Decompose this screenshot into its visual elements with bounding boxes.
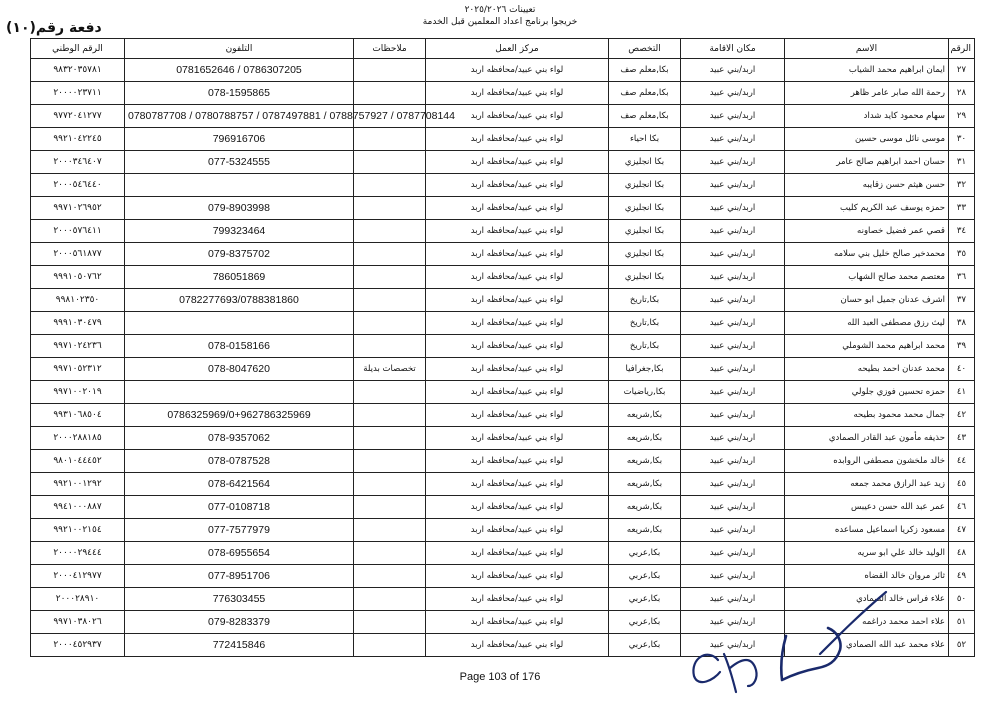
cell-spec: بكا,رياضيات xyxy=(609,381,681,404)
cell-phone: 0782277693/0788381860 xyxy=(125,289,354,312)
cell-name: زيد عبد الرازق محمد جمعه xyxy=(785,473,949,496)
cell-spec: بكا,تاريخ xyxy=(609,289,681,312)
cell-spec: بكا,جغرافيا xyxy=(609,358,681,381)
cell-nid: ٢٠٠٠٢٨٨١٨٥ xyxy=(31,427,125,450)
cell-note xyxy=(354,220,426,243)
cell-nid: ٩٩٢١٠٠٢١٥٤ xyxy=(31,519,125,542)
cell-note xyxy=(354,473,426,496)
cell-nid: ٩٧٧٢٠٤١٢٧٧ xyxy=(31,105,125,128)
cell-name: حسن هيثم حسن زقايبه xyxy=(785,174,949,197)
cell-spec: بكا,عربي xyxy=(609,588,681,611)
cell-name: علاء محمد عبد الله الصمادي xyxy=(785,634,949,657)
cell-nid: ٢٠٠٠٢٨٩١٠ xyxy=(31,588,125,611)
cell-phone: 077-0108718 xyxy=(125,496,354,519)
cell-res: اربد/بني عبيد xyxy=(681,588,785,611)
cell-nid: ٩٩٤١٠٠٠٨٨٧ xyxy=(31,496,125,519)
cell-work: لواء بني عبيد/محافظه اربد xyxy=(426,611,609,634)
cell-phone: 772415846 xyxy=(125,634,354,657)
cell-name: سهام محمود كايد شداد xyxy=(785,105,949,128)
cell-name: حمزه تحسين فوزي جلولي xyxy=(785,381,949,404)
table-row xyxy=(31,197,975,220)
cell-res: اربد/بني عبيد xyxy=(681,105,785,128)
cell-note xyxy=(354,588,426,611)
cell-name: اشرف عدنان جميل ابو حسان xyxy=(785,289,949,312)
cell-note xyxy=(354,634,426,657)
table-row xyxy=(31,473,975,496)
cell-num: ٤٥ xyxy=(949,473,975,496)
cell-spec: بكا انجليزي xyxy=(609,220,681,243)
table-row xyxy=(31,220,975,243)
cell-phone xyxy=(125,381,354,404)
cell-note xyxy=(354,128,426,151)
cell-res: اربد/بني عبيد xyxy=(681,565,785,588)
cell-phone xyxy=(125,312,354,335)
cell-name: حمزه يوسف عبد الكريم كليب xyxy=(785,197,949,220)
cell-phone: 078-0158166 xyxy=(125,335,354,358)
cell-num: ٣٠ xyxy=(949,128,975,151)
cell-nid: ٩٩٨١٠٢٣٥٠ xyxy=(31,289,125,312)
column-header: التخصص xyxy=(609,39,681,59)
cell-phone xyxy=(125,174,354,197)
cell-name: قصي عمر فضيل خصاونه xyxy=(785,220,949,243)
cell-spec: بكا,شريعه xyxy=(609,427,681,450)
cell-nid: ٢٠٠٠٣٤٦٤٠٧ xyxy=(31,151,125,174)
cell-num: ٢٩ xyxy=(949,105,975,128)
header-title: تعيينات ٢٠٢٥/٢٠٢٦ xyxy=(464,5,536,15)
cell-name: حسان احمد ابراهيم صالح عامر xyxy=(785,151,949,174)
table-row xyxy=(31,128,975,151)
cell-nid: ٩٩٩١٠٥٠٧٦٢ xyxy=(31,266,125,289)
cell-note xyxy=(354,496,426,519)
table-row xyxy=(31,82,975,105)
cell-name: جمال محمد محمود بطيحه xyxy=(785,404,949,427)
cell-num: ٤٧ xyxy=(949,519,975,542)
cell-nid: ٩٩٢١٠٤٢٢٤٥ xyxy=(31,128,125,151)
cell-note xyxy=(354,174,426,197)
cell-note xyxy=(354,82,426,105)
cell-num: ٤٣ xyxy=(949,427,975,450)
cell-num: ٣٥ xyxy=(949,243,975,266)
table-row xyxy=(31,358,975,381)
cell-phone: 078-9357062 xyxy=(125,427,354,450)
cell-work: لواء بني عبيد/محافظه اربد xyxy=(426,588,609,611)
document-header xyxy=(0,4,1000,28)
cell-res: اربد/بني عبيد xyxy=(681,82,785,105)
cell-phone: 078-8047620 xyxy=(125,358,354,381)
cell-note xyxy=(354,427,426,450)
cell-spec: بكا,معلم صف xyxy=(609,59,681,82)
cell-note xyxy=(354,611,426,634)
batch-label: دفعة رقم(١٠) xyxy=(6,20,102,36)
cell-spec: بكا,شريعه xyxy=(609,519,681,542)
cell-nid: ٩٩٣١٠٦٨٥٠٤ xyxy=(31,404,125,427)
cell-res: اربد/بني عبيد xyxy=(681,266,785,289)
cell-phone: 0781652646 / 0786307205 xyxy=(125,59,354,82)
cell-num: ٤٢ xyxy=(949,404,975,427)
cell-work: لواء بني عبيد/محافظه اربد xyxy=(426,220,609,243)
column-header: مركز العمل xyxy=(426,39,609,59)
cell-work: لواء بني عبيد/محافظه اربد xyxy=(426,565,609,588)
cell-nid: ٩٩٧١٠٢٤٢٣٦ xyxy=(31,335,125,358)
cell-num: ٣٢ xyxy=(949,174,975,197)
cell-name: محمد عدنان احمد بطيحه xyxy=(785,358,949,381)
cell-name: حذيفه مأمون عبد القادر الصمادي xyxy=(785,427,949,450)
cell-res: اربد/بني عبيد xyxy=(681,611,785,634)
appointments-table xyxy=(30,38,975,657)
cell-work: لواء بني عبيد/محافظه اربد xyxy=(426,289,609,312)
cell-name: محمد ابراهيم محمد الشوملي xyxy=(785,335,949,358)
cell-work: لواء بني عبيد/محافظه اربد xyxy=(426,197,609,220)
table-row xyxy=(31,427,975,450)
cell-note xyxy=(354,404,426,427)
cell-phone: 0780787708 / 0780788757 / 0787497881 / 0788757927 / 0787708144 xyxy=(125,105,354,128)
cell-name: خالد ملخشون مصطفى الروابده xyxy=(785,450,949,473)
cell-num: ٤٤ xyxy=(949,450,975,473)
cell-work: لواء بني عبيد/محافظه اربد xyxy=(426,266,609,289)
cell-spec: بكا,شريعه xyxy=(609,404,681,427)
cell-num: ٣٣ xyxy=(949,197,975,220)
cell-res: اربد/بني عبيد xyxy=(681,427,785,450)
cell-name: معتصم محمد صالح الشهاب xyxy=(785,266,949,289)
cell-res: اربد/بني عبيد xyxy=(681,151,785,174)
cell-work: لواء بني عبيد/محافظه اربد xyxy=(426,59,609,82)
table-header-row xyxy=(31,39,975,59)
table-body xyxy=(31,59,975,657)
cell-nid: ٩٨٣٢٠٣٥٧٨١ xyxy=(31,59,125,82)
column-header: الرقم الوطني xyxy=(31,39,125,59)
cell-res: اربد/بني عبيد xyxy=(681,59,785,82)
cell-spec: بكا انجليزي xyxy=(609,197,681,220)
page-number: Page 103 of 176 xyxy=(459,671,541,683)
cell-phone: 796916706 xyxy=(125,128,354,151)
column-header: مكان الاقامة xyxy=(681,39,785,59)
cell-phone: 0786325969/0+962786325969 xyxy=(125,404,354,427)
cell-work: لواء بني عبيد/محافظه اربد xyxy=(426,151,609,174)
cell-work: لواء بني عبيد/محافظه اربد xyxy=(426,496,609,519)
cell-work: لواء بني عبيد/محافظه اربد xyxy=(426,312,609,335)
cell-spec: بكا انجليزي xyxy=(609,174,681,197)
cell-phone: 077-5324555 xyxy=(125,151,354,174)
cell-spec: بكا,شريعه xyxy=(609,450,681,473)
cell-work: لواء بني عبيد/محافظه اربد xyxy=(426,542,609,565)
cell-res: اربد/بني عبيد xyxy=(681,542,785,565)
column-header: التلفون xyxy=(125,39,354,59)
cell-res: اربد/بني عبيد xyxy=(681,519,785,542)
table-row xyxy=(31,59,975,82)
cell-work: لواء بني عبيد/محافظه اربد xyxy=(426,128,609,151)
cell-num: ٥٢ xyxy=(949,634,975,657)
cell-phone: 077-8951706 xyxy=(125,565,354,588)
cell-work: لواء بني عبيد/محافظه اربد xyxy=(426,450,609,473)
cell-phone: 776303455 xyxy=(125,588,354,611)
cell-spec: بكا,شريعه xyxy=(609,473,681,496)
cell-phone: 077-7577979 xyxy=(125,519,354,542)
cell-phone: 079-8375702 xyxy=(125,243,354,266)
cell-note xyxy=(354,151,426,174)
table-row xyxy=(31,496,975,519)
cell-note xyxy=(354,59,426,82)
cell-spec: بكا انجليزي xyxy=(609,151,681,174)
cell-res: اربد/بني عبيد xyxy=(681,197,785,220)
cell-num: ٤٩ xyxy=(949,565,975,588)
cell-name: ايمان ابراهيم محمد الشياب xyxy=(785,59,949,82)
cell-num: ٢٨ xyxy=(949,82,975,105)
cell-work: لواء بني عبيد/محافظه اربد xyxy=(426,335,609,358)
cell-note xyxy=(354,519,426,542)
cell-work: لواء بني عبيد/محافظه اربد xyxy=(426,82,609,105)
cell-res: اربد/بني عبيد xyxy=(681,128,785,151)
table-row xyxy=(31,381,975,404)
table-row xyxy=(31,289,975,312)
cell-name: علاء فراس خالد الصمادي xyxy=(785,588,949,611)
column-header: ملاحظات xyxy=(354,39,426,59)
cell-note xyxy=(354,266,426,289)
cell-spec: بكا,عربي xyxy=(609,611,681,634)
cell-num: ٤٠ xyxy=(949,358,975,381)
cell-note xyxy=(354,381,426,404)
cell-phone: 079-8903998 xyxy=(125,197,354,220)
cell-note xyxy=(354,542,426,565)
cell-res: اربد/بني عبيد xyxy=(681,289,785,312)
cell-note xyxy=(354,565,426,588)
cell-nid: ٢٠٠٠٤٥٢٩٣٧ xyxy=(31,634,125,657)
table-row xyxy=(31,450,975,473)
header-subtitle: خريجوا برنامج اعداد المعلمين قبل الخدمة xyxy=(422,17,578,27)
cell-num: ٣٨ xyxy=(949,312,975,335)
cell-name: ثائر مروان خالد القضاه xyxy=(785,565,949,588)
cell-spec: بكا احياء xyxy=(609,128,681,151)
cell-work: لواء بني عبيد/محافظه اربد xyxy=(426,358,609,381)
cell-spec: بكا,شريعه xyxy=(609,496,681,519)
column-header: الرقم xyxy=(949,39,975,59)
cell-nid: ٢٠٠٠٤١٢٩٧٧ xyxy=(31,565,125,588)
cell-work: لواء بني عبيد/محافظه اربد xyxy=(426,519,609,542)
cell-num: ٣١ xyxy=(949,151,975,174)
cell-nid: ٩٨٠١٠٤٤٤٥٢ xyxy=(31,450,125,473)
table-row xyxy=(31,335,975,358)
cell-name: الوليد خالد علي ابو سريه xyxy=(785,542,949,565)
cell-num: ٣٧ xyxy=(949,289,975,312)
cell-note: تخصصات بديلة xyxy=(354,358,426,381)
cell-note xyxy=(354,289,426,312)
cell-res: اربد/بني عبيد xyxy=(681,358,785,381)
cell-note xyxy=(354,197,426,220)
cell-phone: 078-0787528 xyxy=(125,450,354,473)
cell-work: لواء بني عبيد/محافظه اربد xyxy=(426,404,609,427)
cell-res: اربد/بني عبيد xyxy=(681,312,785,335)
cell-name: مسعود زكريا اسماعيل مساعده xyxy=(785,519,949,542)
cell-work: لواء بني عبيد/محافظه اربد xyxy=(426,473,609,496)
cell-note xyxy=(354,312,426,335)
cell-res: اربد/بني عبيد xyxy=(681,634,785,657)
cell-num: ٤٦ xyxy=(949,496,975,519)
cell-res: اربد/بني عبيد xyxy=(681,220,785,243)
table-row xyxy=(31,266,975,289)
cell-note xyxy=(354,335,426,358)
cell-work: لواء بني عبيد/محافظه اربد xyxy=(426,427,609,450)
cell-spec: بكا,تاريخ xyxy=(609,335,681,358)
cell-work: لواء بني عبيد/محافظه اربد xyxy=(426,174,609,197)
cell-spec: بكا,عربي xyxy=(609,565,681,588)
cell-phone: 078-1595865 xyxy=(125,82,354,105)
table-row xyxy=(31,404,975,427)
cell-phone: 079-8283379 xyxy=(125,611,354,634)
cell-work: لواء بني عبيد/محافظه اربد xyxy=(426,105,609,128)
table-row xyxy=(31,542,975,565)
signature-image xyxy=(690,588,890,698)
table-row xyxy=(31,519,975,542)
cell-num: ٥١ xyxy=(949,611,975,634)
cell-spec: بكا,تاريخ xyxy=(609,312,681,335)
cell-work: لواء بني عبيد/محافظه اربد xyxy=(426,634,609,657)
cell-name: عمر عبد الله حسن دعيبس xyxy=(785,496,949,519)
cell-spec: بكا,عربي xyxy=(609,634,681,657)
cell-num: ٢٧ xyxy=(949,59,975,82)
cell-work: لواء بني عبيد/محافظه اربد xyxy=(426,243,609,266)
cell-nid: ٢٠٠٠٥٦١٨٧٧ xyxy=(31,243,125,266)
table-row xyxy=(31,312,975,335)
cell-num: ٣٤ xyxy=(949,220,975,243)
cell-nid: ٢٠٠٠٠٢٣٧١١ xyxy=(31,82,125,105)
table-row xyxy=(31,105,975,128)
cell-spec: بكا انجليزي xyxy=(609,266,681,289)
cell-work: لواء بني عبيد/محافظه اربد xyxy=(426,381,609,404)
cell-nid: ٢٠٠٠٥٧٦٤١١ xyxy=(31,220,125,243)
table-row xyxy=(31,151,975,174)
cell-res: اربد/بني عبيد xyxy=(681,381,785,404)
cell-phone: 078-6421564 xyxy=(125,473,354,496)
cell-spec: بكا,عربي xyxy=(609,542,681,565)
cell-res: اربد/بني عبيد xyxy=(681,174,785,197)
cell-nid: ٩٩٧١٠٥٢٣١٢ xyxy=(31,358,125,381)
cell-nid: ٢٠٠٠٥٤٦٤٤٠ xyxy=(31,174,125,197)
cell-phone: 786051869 xyxy=(125,266,354,289)
cell-nid: ٩٩٩١٠٣٠٤٧٩ xyxy=(31,312,125,335)
cell-nid: ٩٩٧١٠٣٨٠٢٦ xyxy=(31,611,125,634)
cell-res: اربد/بني عبيد xyxy=(681,496,785,519)
cell-note xyxy=(354,450,426,473)
table-row xyxy=(31,174,975,197)
cell-nid: ٩٩٢١٠٠١٢٩٢ xyxy=(31,473,125,496)
cell-num: ٤٨ xyxy=(949,542,975,565)
cell-num: ٤١ xyxy=(949,381,975,404)
cell-name: رحمة الله صابر عامر ظاهر xyxy=(785,82,949,105)
cell-res: اربد/بني عبيد xyxy=(681,243,785,266)
cell-note xyxy=(354,243,426,266)
cell-phone: 799323464 xyxy=(125,220,354,243)
cell-num: ٣٦ xyxy=(949,266,975,289)
cell-name: علاء احمد محمد دراغمه xyxy=(785,611,949,634)
cell-name: ليث رزق مصطفى العبد الله xyxy=(785,312,949,335)
cell-phone: 078-6955654 xyxy=(125,542,354,565)
cell-res: اربد/بني عبيد xyxy=(681,473,785,496)
cell-name: موسى نائل موسى حسين xyxy=(785,128,949,151)
cell-nid: ٩٩٧١٠٢٦٩٥٢ xyxy=(31,197,125,220)
table-row xyxy=(31,243,975,266)
cell-spec: بكا انجليزي xyxy=(609,243,681,266)
cell-res: اربد/بني عبيد xyxy=(681,335,785,358)
table-row xyxy=(31,565,975,588)
cell-nid: ٩٩٧١٠٠٢٠١٩ xyxy=(31,381,125,404)
cell-num: ٥٠ xyxy=(949,588,975,611)
cell-name: محمدخير صالح خليل بني سلامه xyxy=(785,243,949,266)
cell-res: اربد/بني عبيد xyxy=(681,450,785,473)
cell-nid: ٢٠٠٠٠٢٩٤٤٤ xyxy=(31,542,125,565)
cell-spec: بكا,معلم صف xyxy=(609,82,681,105)
column-header: الاسم xyxy=(785,39,949,59)
cell-spec: بكا,معلم صف xyxy=(609,105,681,128)
cell-res: اربد/بني عبيد xyxy=(681,404,785,427)
cell-num: ٣٩ xyxy=(949,335,975,358)
